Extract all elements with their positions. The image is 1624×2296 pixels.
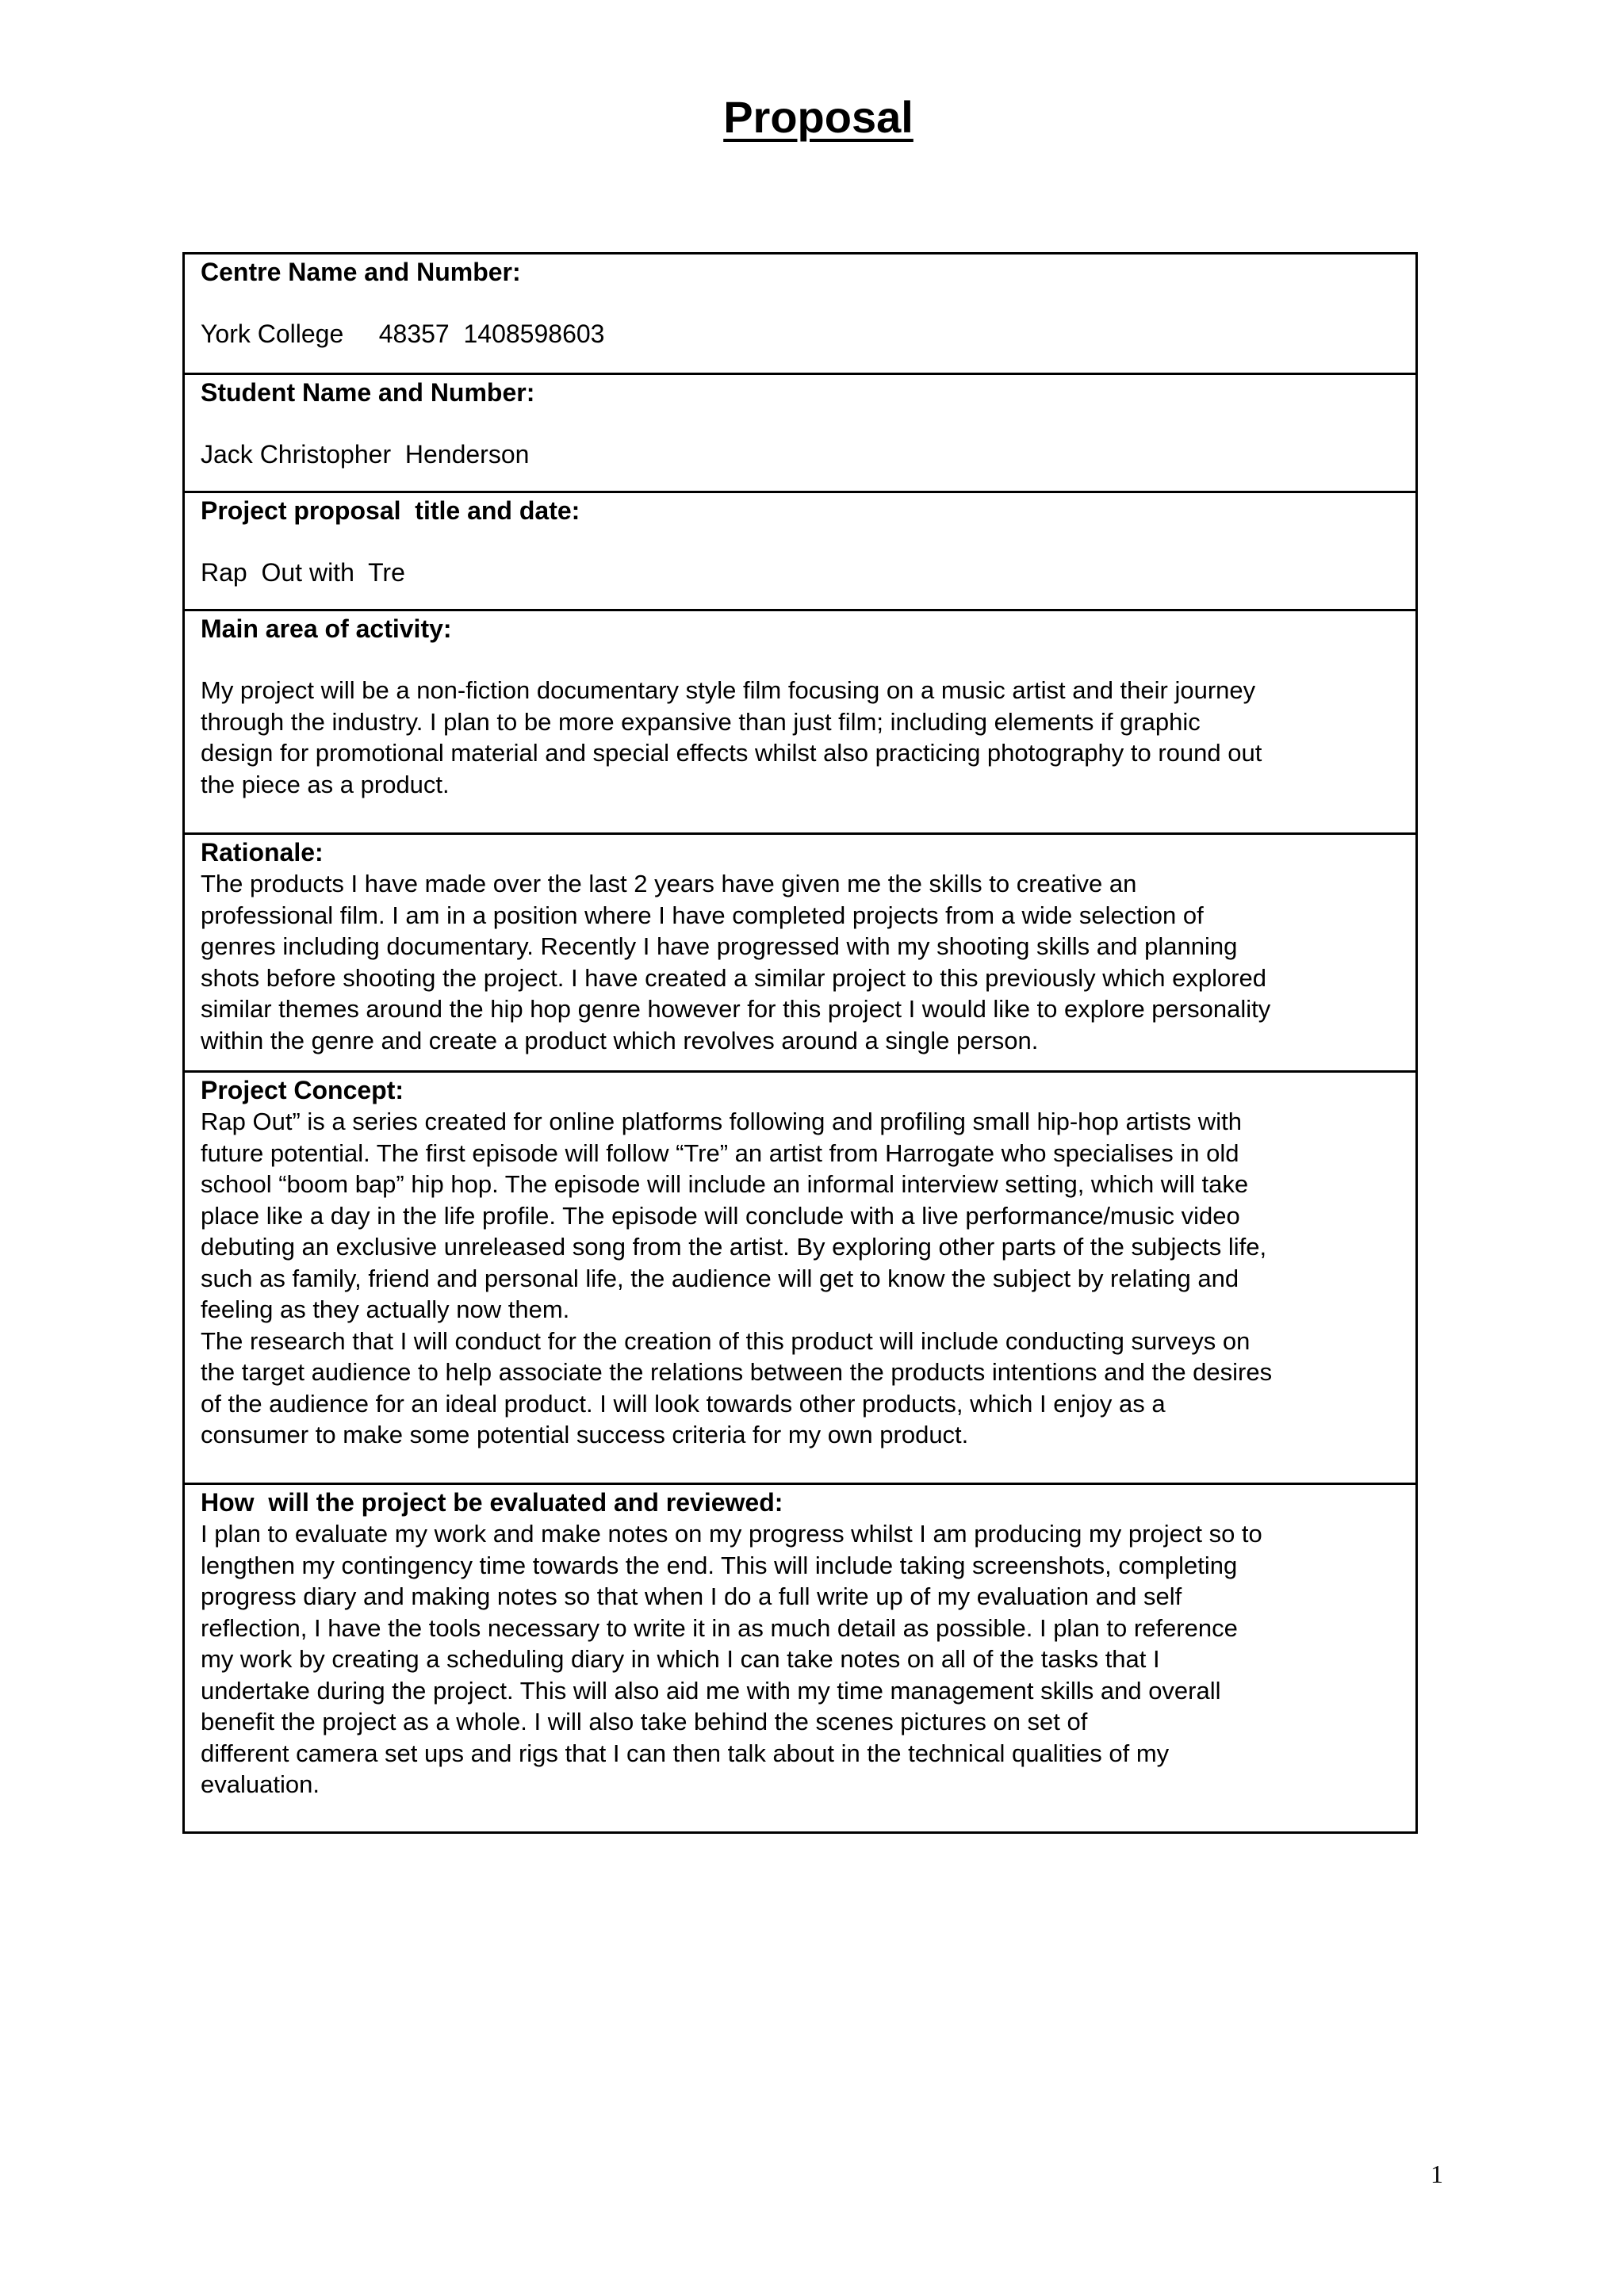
rationale-line: within the genre and create a product which revolves around a single person. (201, 1026, 1039, 1054)
evaluation-line: reflection, I have the tools necessary to write it in as much detail as possible. I plan to reference (201, 1613, 1238, 1642)
centre-section (185, 254, 1415, 373)
evaluation-line: my work by creating a scheduling diary in which I can take notes on all of the tasks that I (201, 1645, 1160, 1673)
concept-text (201, 1106, 1401, 1451)
student-value: Jack Christopher Henderson (201, 440, 530, 469)
rationale-section (185, 832, 1415, 1070)
centre-label: Centre Name and Number: (201, 258, 521, 286)
evaluation-section (185, 1483, 1415, 1831)
activity-text (201, 675, 1401, 800)
rationale-line: genres including documentary. Recently I have progressed with my shooting skills and planning (201, 932, 1238, 960)
student-section (185, 373, 1415, 491)
concept-line: school “boom bap” hip hop. The episode will include an informal interview setting, which will take (201, 1170, 1249, 1198)
concept-line: place like a day in the life profile. The episode will conclude with a live performance/music video (201, 1201, 1240, 1230)
concept-line: consumer to make some potential success criteria for my own product. (201, 1421, 969, 1448)
evaluation-line: lengthen my contingency time towards the end. This will include taking screenshots, completing (201, 1551, 1238, 1579)
concept-line: the target audience to help associate the relations between the products intentions and the desires (201, 1358, 1273, 1386)
rationale-text (201, 868, 1401, 1056)
evaluation-text (201, 1518, 1401, 1800)
rationale-label: Rationale: (201, 838, 324, 867)
evaluation-line: different camera set ups and rigs that I can then talk about in the technical qualities of my (201, 1739, 1170, 1767)
page-title: Proposal (723, 92, 914, 142)
activity-label: Main area of activity: (201, 614, 452, 643)
project-title-label: Project proposal title and date: (201, 496, 580, 525)
project-title-section (185, 491, 1415, 609)
concept-line: of the audience for an ideal product. I will look towards other products, which I enjoy as a (201, 1389, 1166, 1418)
evaluation-line: undertake during the project. This will also aid me with my time management skills and overall (201, 1676, 1221, 1705)
proposal-form-table (182, 252, 1418, 1834)
concept-label: Project Concept: (201, 1076, 404, 1104)
rationale-line: shots before shooting the project. I have created a similar project to this previously which explored (201, 963, 1267, 992)
evaluation-line: progress diary and making notes so that when I do a full write up of my evaluation and self (201, 1582, 1182, 1610)
evaluation-label: How will the project be evaluated and reviewed: (201, 1488, 783, 1517)
activity-line: the piece as a product. (201, 770, 450, 798)
evaluation-line: I plan to evaluate my work and make notes on my progress whilst I am producing my project so to (201, 1520, 1262, 1548)
rationale-line: similar themes around the hip hop genre however for this project I would like to explore personality (201, 995, 1271, 1023)
concept-line: Rap Out” is a series created for online platforms following and profiling small hip-hop artists with (201, 1108, 1242, 1135)
student-label: Student Name and Number: (201, 378, 535, 407)
evaluation-line: evaluation. (201, 1770, 320, 1798)
concept-line: such as family, friend and personal life, the audience will get to know the subject by relating and (201, 1264, 1239, 1292)
rationale-line: The products I have made over the last 2 years have given me the skills to creative an (201, 870, 1137, 897)
activity-line: through the industry. I plan to be more expansive than just film; including elements if graphic (201, 707, 1201, 736)
activity-line: My project will be a non-fiction documentary style film focusing on a music artist and their journey (201, 676, 1256, 704)
project-title-value: Rap Out with Tre (201, 558, 405, 587)
concept-line: feeling as they actually now them. (201, 1295, 570, 1323)
concept-line: future potential. The first episode will follow “Tre” an artist from Harrogate who specialises in old (201, 1138, 1239, 1167)
page-number: 1 (1431, 2160, 1443, 2188)
concept-line: The research that I will conduct for the creation of this product will include conducting surveys on (201, 1326, 1251, 1355)
rationale-line: professional film. I am in a position where I have completed projects from a wide selection of (201, 901, 1204, 929)
centre-value: York College 48357 1408598603 (201, 320, 605, 348)
activity-line: design for promotional material and special effects whilst also practicing photography to round out (201, 739, 1262, 767)
evaluation-line: benefit the project as a whole. I will also take behind the scenes pictures on set of (201, 1708, 1088, 1735)
activity-section (185, 609, 1415, 832)
concept-section (185, 1070, 1415, 1483)
concept-line: debuting an exclusive unreleased song from the artist. By exploring other parts of the subjects life, (201, 1233, 1267, 1261)
